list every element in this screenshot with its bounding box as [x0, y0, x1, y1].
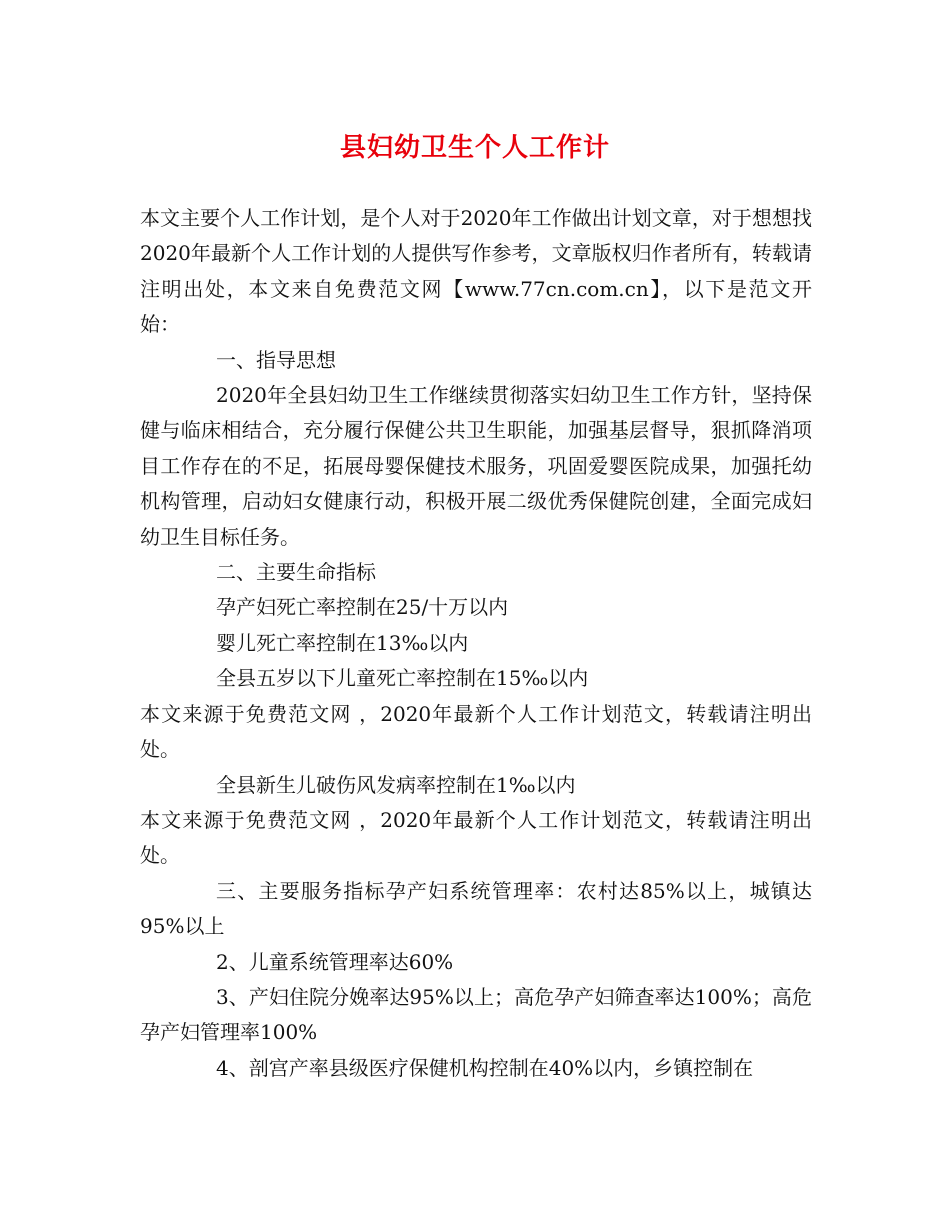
document-title: 县妇幼卫生个人工作计	[339, 133, 610, 163]
section-heading-guiding-ideology: 一、指导思想	[216, 347, 336, 372]
document-body	[140, 201, 812, 1086]
paragraph-source-note: 本文来源于免费范文网 ，2020年最新个人工作计划范文，转载请注明出处。	[140, 807, 812, 868]
paragraph-source-note: 本文来源于免费范文网 ，2020年最新个人工作计划范文，转载请注明出处。	[140, 701, 812, 762]
section-heading-service-indicators: 三、主要服务指标孕产妇系统管理率：农村达85%以上，城镇达95%以上	[140, 878, 812, 939]
paragraph-neonatal-tetanus: 全县新生儿破伤风发病率控制在1‰以内	[216, 772, 576, 797]
paragraph-guiding-ideology: 2020年全县妇幼卫生工作继续贯彻落实妇幼卫生工作方针，坚持保健与临床相结合，充分履行保健公共卫生职能，加强基层督导，狠抓降消项目工作存在的不足，拓展母婴保健技术服务，巩固爱婴医院成果，加强托幼机构管理，启动妇女健康行动，积极开展二级优秀保健院创建，全面完成妇幼卫生目标任务。	[140, 383, 812, 549]
paragraph-under-five-mortality: 全县五岁以下儿童死亡率控制在15‰以内	[216, 666, 589, 691]
section-heading-vital-indicators: 二、主要生命指标	[216, 560, 376, 585]
paragraph-cesarean-rate: 4、剖宫产率县级医疗保健机构控制在40%以内，乡镇控制在	[216, 1055, 754, 1080]
paragraph-maternal-mortality: 孕产妇死亡率控制在25/十万以内	[216, 595, 509, 620]
paragraph-hospital-delivery-rate: 3、产妇住院分娩率达95%以上；高危孕产妇筛查率达100%；高危孕产妇管理率100%	[140, 984, 812, 1045]
paragraph-infant-mortality: 婴儿死亡率控制在13‰以内	[216, 630, 469, 655]
paragraph-intro: 本文主要个人工作计划，是个人对于2020年工作做出计划文章，对于想想找2020年最新个人工作计划的人提供写作参考，文章版权归作者所有，转载请注明出处，本文来自免费范文网【www.77cn.com.cn】，以下是范文开始：	[140, 206, 812, 337]
paragraph-child-management-rate: 2、儿童系统管理率达60%	[216, 949, 454, 974]
